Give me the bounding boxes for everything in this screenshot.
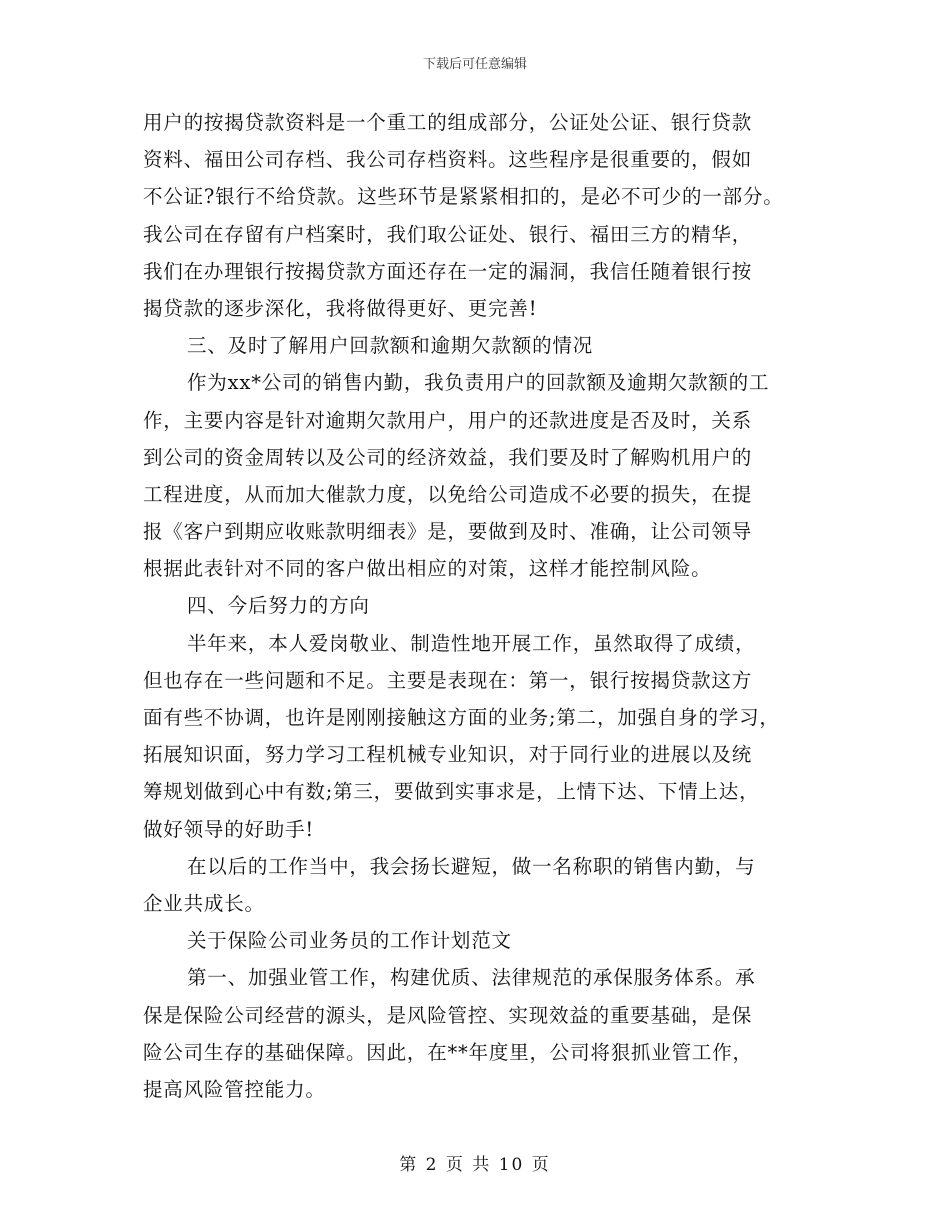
text-line: 做好领导的好助手! bbox=[143, 817, 315, 841]
section-heading: 四、今后努力的方向 bbox=[187, 594, 370, 618]
text-line: 不公证?银行不给贷款。这些环节是紧紧相扣的，是必不可少的一部分。 bbox=[143, 185, 784, 209]
section-heading: 关于保险公司业务员的工作计划范文 bbox=[187, 929, 512, 953]
text-line: 我们在办理银行按揭贷款方面还存在一定的漏洞，我信任随着银行按 bbox=[143, 259, 753, 283]
text-line: 工程进度，从而加大催款力度，以免给公司造成不必要的损失，在提 bbox=[143, 482, 753, 506]
text-line: 险公司生存的基础保障。因此，在**年度里，公司将狠抓业管工作， bbox=[143, 1040, 753, 1064]
text-line: 第一、加强业管工作，构建优质、法律规范的承保服务体系。承 bbox=[187, 966, 756, 990]
text-line: 提高风险管控能力。 bbox=[143, 1077, 326, 1101]
text-line: 用户的按揭贷款资料是一个重工的组成部分，公证处公证、银行贷款 bbox=[143, 111, 753, 134]
text-line: 保是保险公司经营的源头，是风险管控、实现效益的重要基础，是保 bbox=[143, 1003, 753, 1027]
text-line: 作，主要内容是针对逾期欠款用户，用户的还款进度是否及时，关系 bbox=[143, 408, 753, 432]
text-line: 到公司的资金周转以及公司的经济效益，我们要及时了解购机用户的 bbox=[143, 445, 753, 469]
text-line: 面有些不协调，也许是刚刚接触这方面的业务;第二，加强自身的学习， bbox=[143, 706, 780, 729]
text-line: 筹规划做到心中有数;第三，要做到实事求是，上情下达、下情上达， bbox=[143, 780, 760, 804]
text-line: 我公司在存留有户档案时，我们取公证处、银行、福田三方的精华， bbox=[143, 222, 753, 246]
text-line: 根据此表针对不同的客户做出相应的对策，这样才能控制风险。 bbox=[143, 557, 712, 581]
text-line: 作为xx*公司的销售内勤，我负责用户的回款额及逾期欠款额的工 bbox=[187, 371, 770, 395]
section-heading: 三、及时了解用户回款额和逾期欠款额的情况 bbox=[187, 334, 594, 358]
text-line: 报《客户到期应收账款明细表》是，要做到及时、准确，让公司领导 bbox=[143, 520, 753, 544]
page-number-footer: 第 2 页 共 10 页 bbox=[399, 1155, 551, 1175]
text-line: 但也存在一些问题和不足。主要是表现在：第一，银行按揭贷款这方 bbox=[143, 668, 753, 692]
text-line: 揭贷款的逐步深化，我将做得更好、更完善! bbox=[143, 296, 538, 320]
page-header: 下载后可任意编辑 bbox=[422, 57, 527, 72]
text-line: 拓展知识面，努力学习工程机械专业知识，对于同行业的进展以及统 bbox=[143, 743, 753, 767]
document-body bbox=[143, 104, 833, 1108]
text-line: 企业共成长。 bbox=[143, 891, 265, 915]
text-line: 在以后的工作当中，我会扬长避短，做一名称职的销售内勤，与 bbox=[187, 854, 756, 878]
text-line: 半年来，本人爱岗敬业、制造性地开展工作，虽然取得了成绩， bbox=[187, 631, 756, 655]
text-line: 资料、福田公司存档、我公司存档资料。这些程序是很重要的，假如 bbox=[143, 148, 753, 172]
